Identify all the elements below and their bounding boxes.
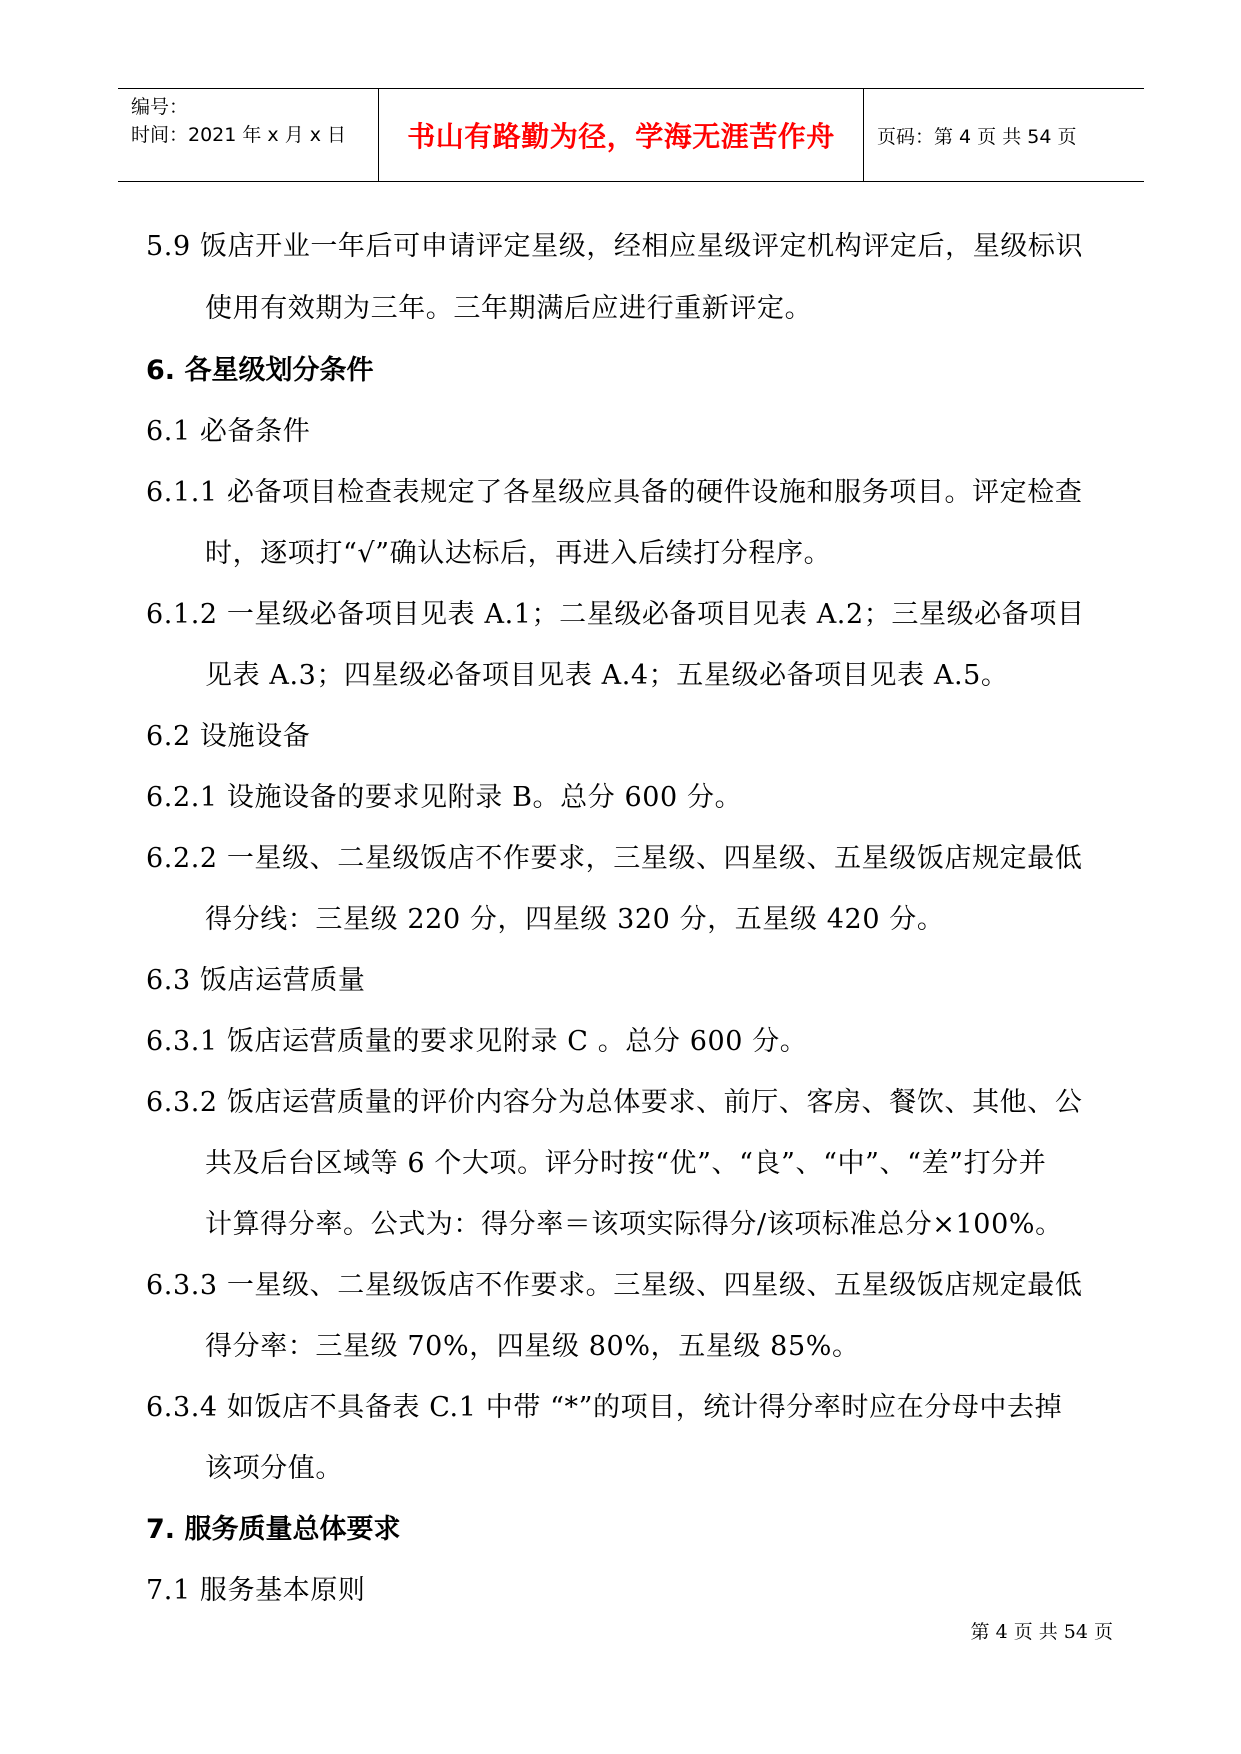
paragraph-6-1-1-line-2: 时，逐项打“√”确认达标后，再进入后续打分程序。 <box>205 538 832 569</box>
paragraph-6-1-2-line-2: 见表 A.3；四星级必备项目见表 A.4；五星级必备项目见表 A.5。 <box>205 660 1009 691</box>
paragraph-6-3-3-line-2: 得分率：三星级 70%，四星级 80%，五星级 85%。 <box>205 1331 860 1362</box>
paragraph-6-3-4-line-2: 该项分值。 <box>205 1453 343 1484</box>
page-footer: 第 4 页 共 54 页 <box>970 1621 1113 1643</box>
header-page-cell <box>864 89 1144 181</box>
header-meta-cell <box>118 89 379 181</box>
page-header <box>118 88 1144 182</box>
paragraph-6-2-2-line-1: 6.2.2 一星级、二星级饭店不作要求，三星级、四星级、五星级饭店规定最低 <box>146 843 1083 874</box>
paragraph-6-3-2-line-1: 6.3.2 饭店运营质量的评价内容分为总体要求、前厅、客房、餐饮、其他、公 <box>146 1087 1083 1118</box>
header-motto-cell <box>379 89 864 181</box>
subsection-7-1: 7.1 服务基本原则 <box>146 1575 366 1606</box>
subsection-6-2: 6.2 设施设备 <box>146 721 311 752</box>
paragraph-6-3-2-line-2: 共及后台区域等 6 个大项。评分时按“优”、“良”、“中”、“差”打分并 <box>205 1148 1047 1179</box>
subsection-6-3: 6.3 饭店运营质量 <box>146 965 366 996</box>
paragraph-6-2-1: 6.2.1 设施设备的要求见附录 B。总分 600 分。 <box>146 782 743 813</box>
paragraph-6-2-2-line-2: 得分线：三星级 220 分，四星级 320 分，五星级 420 分。 <box>205 904 945 935</box>
header-page-number: 页码：第 4 页 共 54 页 <box>877 125 1077 148</box>
subsection-6-1: 6.1 必备条件 <box>146 416 311 447</box>
section-heading-7: 7. 服务质量总体要求 <box>146 1514 401 1545</box>
document-number-label: 编号： <box>131 96 189 118</box>
paragraph-6-3-2-line-3: 计算得分率。公式为：得分率＝该项实际得分/该项标准总分×100%。 <box>205 1209 1063 1240</box>
paragraph-6-3-1: 6.3.1 饭店运营质量的要求见附录 C 。总分 600 分。 <box>146 1026 808 1057</box>
paragraph-6-3-4-line-1: 6.3.4 如饭店不具备表 C.1 中带 “*”的项目，统计得分率时应在分母中去掉 <box>146 1392 1063 1423</box>
section-heading-6: 6. 各星级划分条件 <box>146 355 374 386</box>
paragraph-6-1-2-line-1: 6.1.2 一星级必备项目见表 A.1；二星级必备项目见表 A.2；三星级必备项目 <box>146 599 1085 630</box>
paragraph-6-1-1-line-1: 6.1.1 必备项目检查表规定了各星级应具备的硬件设施和服务项目。评定检查 <box>146 477 1083 508</box>
paragraph-6-3-3-line-1: 6.3.3 一星级、二星级饭店不作要求。三星级、四星级、五星级饭店规定最低 <box>146 1270 1083 1301</box>
header-motto: 书山有路勤为径，学海无涯苦作舟 <box>407 120 835 153</box>
paragraph-5-9-line-2: 使用有效期为三年。三年期满后应进行重新评定。 <box>205 293 813 324</box>
document-date-label: 时间：2021 年 x 月 x 日 <box>131 124 347 146</box>
paragraph-5-9-line-1: 5.9 饭店开业一年后可申请评定星级，经相应星级评定机构评定后，星级标识 <box>146 231 1084 262</box>
